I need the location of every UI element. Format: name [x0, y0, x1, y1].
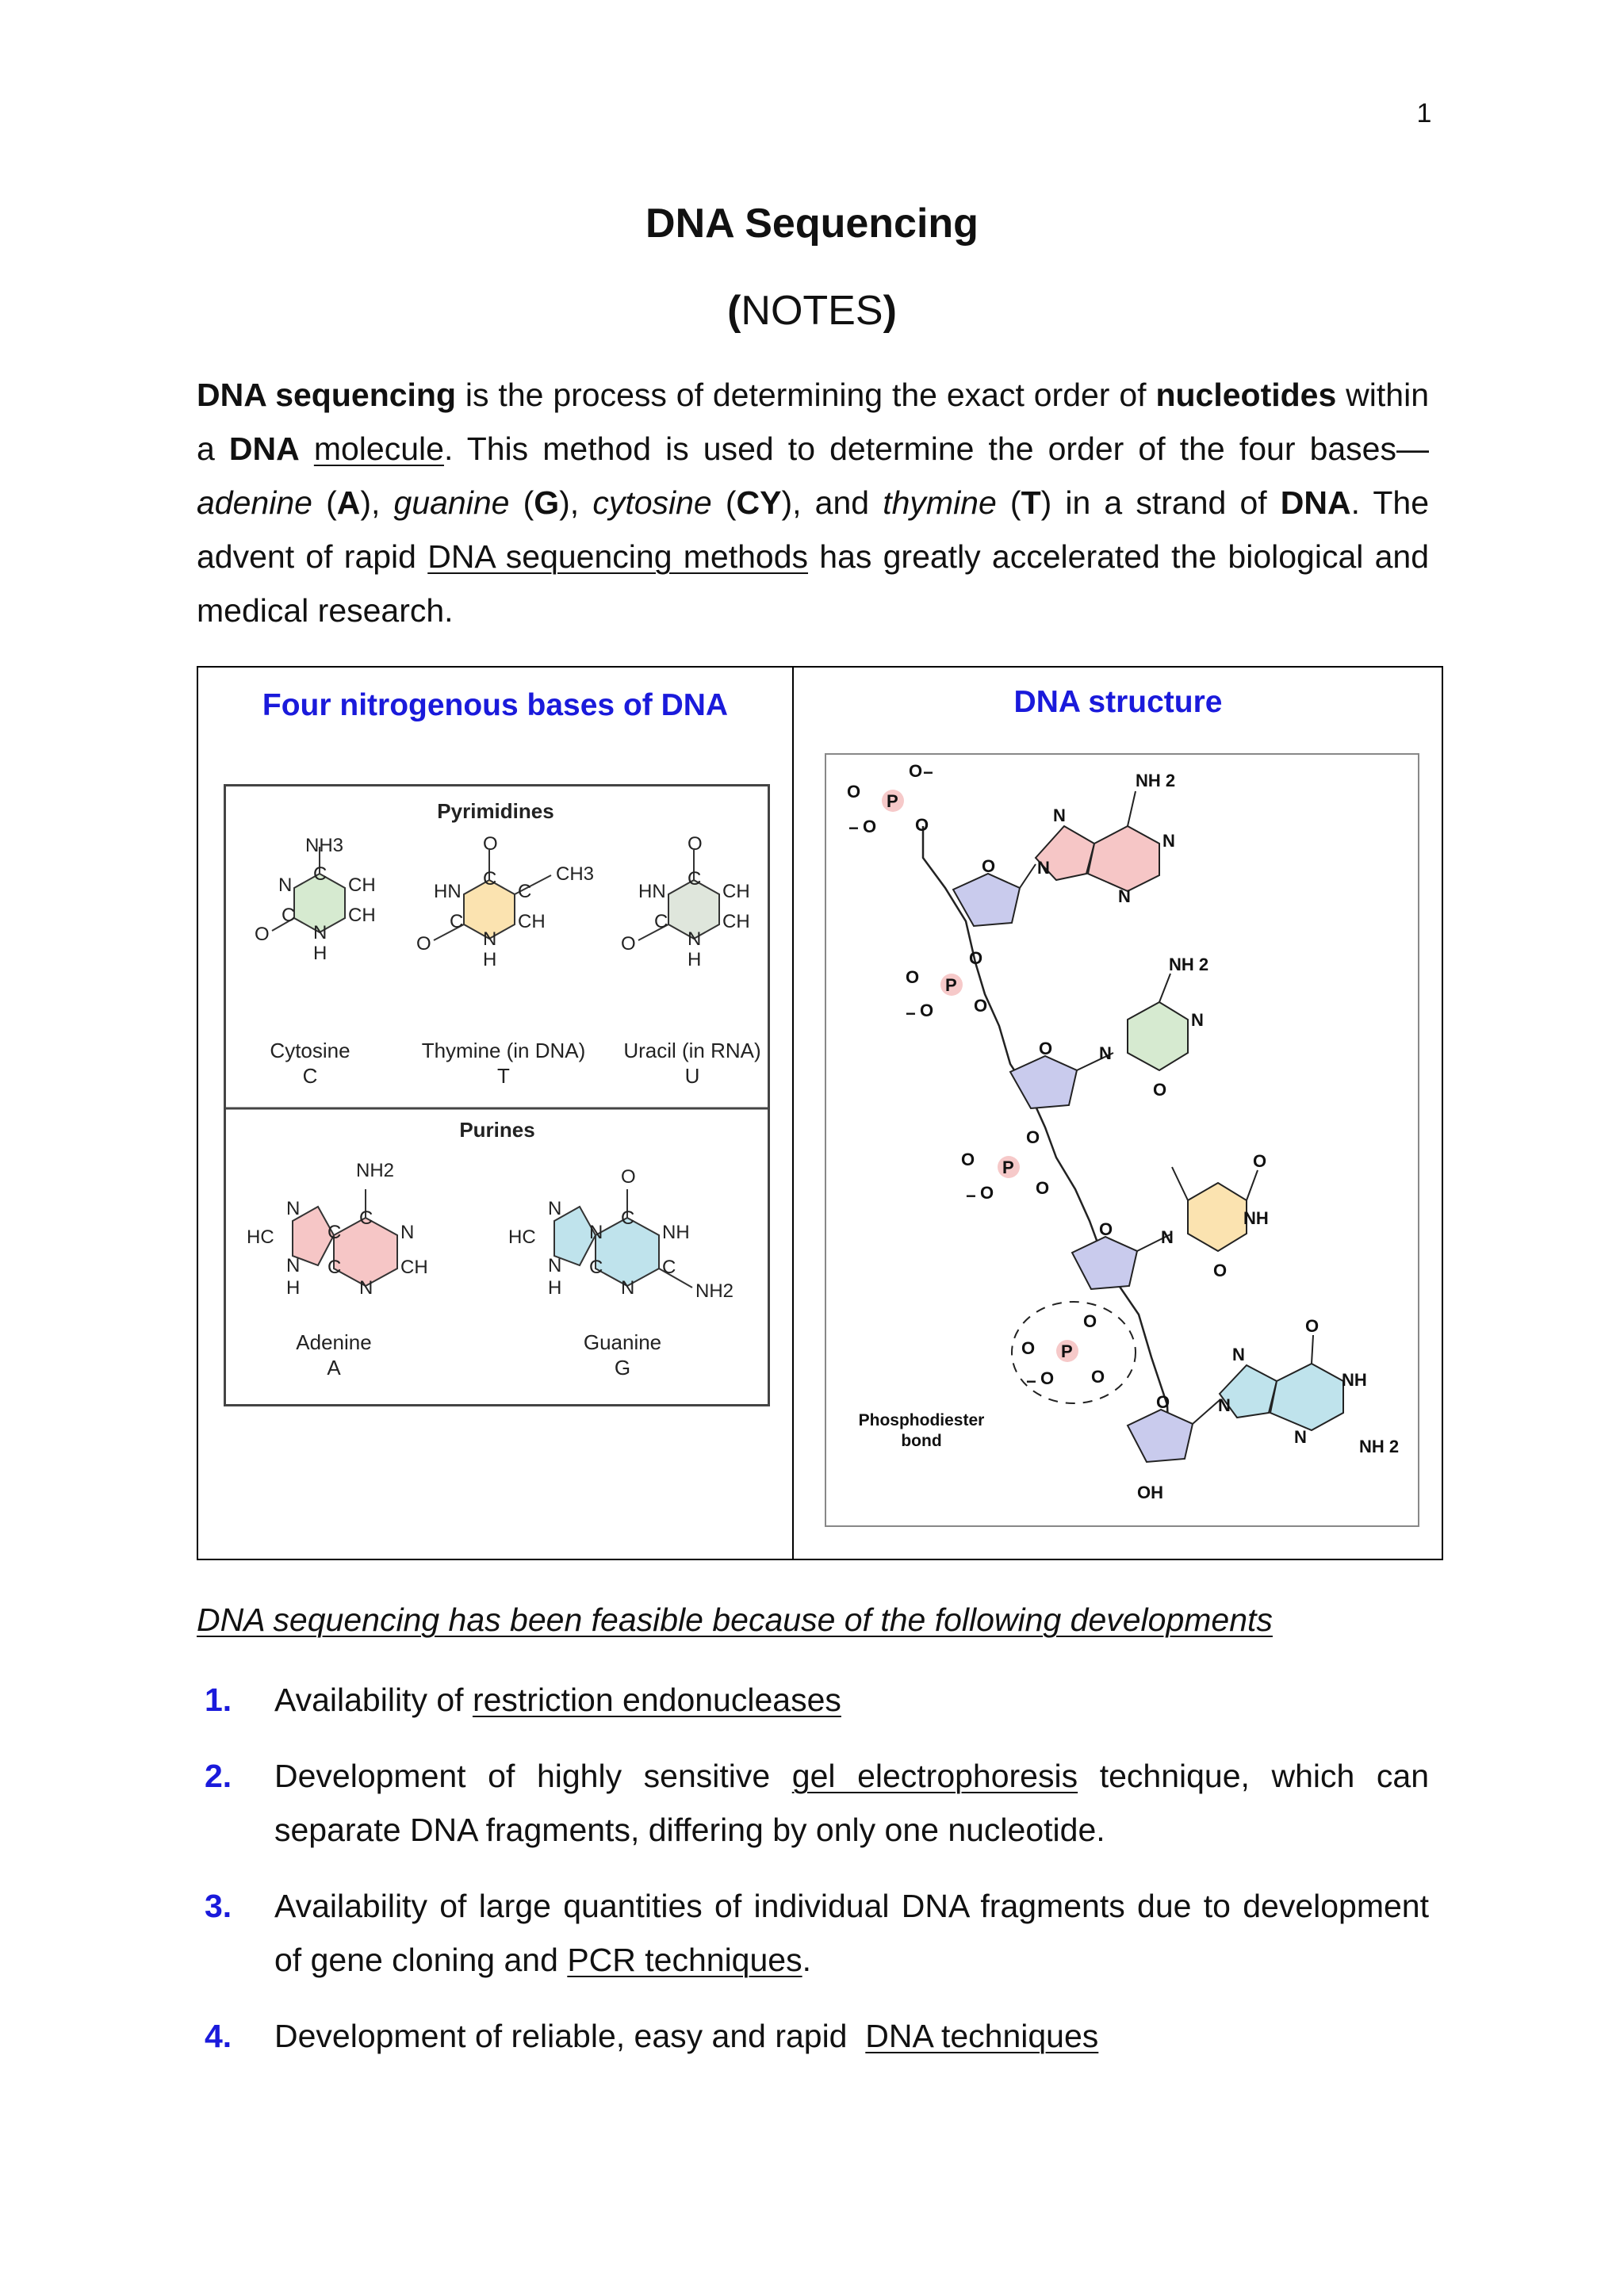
svg-text:P: P [1002, 1158, 1014, 1177]
svg-text:C: C [450, 911, 464, 932]
cytosine-letter: C [302, 1064, 318, 1088]
svg-text:O: O [1156, 1392, 1170, 1412]
svg-text:O: O [1040, 1368, 1055, 1388]
nucleotide-adenine [953, 771, 1175, 926]
cytosine-name: Cytosine [270, 1039, 350, 1062]
svg-text:N: N [286, 1198, 301, 1219]
bases-caption: Four nitrogenous bases of DNA [262, 688, 729, 722]
svg-text:N: N [589, 1222, 603, 1243]
svg-text:−: − [848, 818, 859, 838]
svg-text:C: C [621, 1207, 635, 1229]
svg-text:C: C [327, 1257, 342, 1278]
svg-text:O: O [1305, 1316, 1320, 1336]
svg-text:N: N [400, 1222, 415, 1243]
svg-text:−: − [1026, 1372, 1036, 1391]
svg-text:N: N [548, 1198, 562, 1219]
list-item: 3. Availability of large quantities of individual DNA fragments due to development of gene cloning and PCR techniques. [205, 1888, 1429, 1978]
developments-list [197, 1673, 1429, 2085]
svg-text:O: O [915, 815, 929, 835]
svg-text:−: − [906, 1004, 916, 1024]
adenine-name: Adenine [296, 1330, 372, 1354]
svg-text:C: C [688, 868, 702, 890]
svg-text:N: N [1037, 858, 1050, 878]
svg-text:CH3: CH3 [556, 863, 595, 885]
thymine-name: Thymine (in DNA) [421, 1039, 586, 1062]
gel-electrophoresis-link[interactable]: gel electrophoresis [791, 1758, 1078, 1794]
svg-text:−: − [923, 763, 933, 783]
svg-text:bond: bond [901, 1432, 942, 1450]
uracil-letter: U [684, 1064, 700, 1088]
guanine-name: Guanine [583, 1330, 662, 1354]
svg-text:NH 2: NH 2 [1359, 1437, 1400, 1456]
figure-table [197, 666, 1443, 1560]
thymine-letter: T [497, 1064, 510, 1088]
pyrimidines-label: Pyrimidines [437, 799, 554, 823]
phosphate-group-1 [847, 761, 933, 838]
structure-caption: DNA structure [1013, 685, 1223, 719]
svg-text:CH: CH [400, 1257, 428, 1278]
svg-text:NH 2: NH 2 [1136, 771, 1176, 790]
developments-heading: DNA sequencing has been feasible because of the following developments [197, 1601, 1273, 1638]
svg-text:N: N [1191, 1010, 1204, 1030]
svg-text:P: P [945, 975, 957, 995]
phosphate-group-3 [961, 1127, 1049, 1206]
svg-text:H: H [548, 1277, 562, 1299]
svg-text:−: − [966, 1186, 976, 1206]
dna-structure-diagram [825, 753, 1419, 1527]
page-title: DNA Sequencing [645, 201, 979, 247]
guanine-letter: G [614, 1356, 631, 1380]
nucleotide-thymine [1072, 1151, 1269, 1289]
list-item: 4. Development of reliable, easy and rapid DNA techniques [205, 2018, 1099, 2054]
uracil-structure [621, 833, 761, 1088]
svg-text:N: N [1232, 1345, 1245, 1364]
svg-text:O: O [1026, 1127, 1040, 1147]
svg-text:O: O [982, 856, 996, 876]
svg-text:N: N [621, 1277, 635, 1299]
svg-text:CH: CH [348, 905, 376, 926]
svg-text:NH: NH [1342, 1370, 1367, 1390]
list-item: 2. Development of highly sensitive gel electrophoresis technique, which can separate DNA fragments, differing by only one nucleotide. [205, 1758, 1429, 1848]
page-subtitle: (NOTES) [727, 288, 897, 334]
page-number: 1 [1416, 98, 1432, 128]
svg-text:C: C [313, 863, 327, 885]
svg-text:N: N [286, 1255, 301, 1276]
svg-text:N: N [1162, 831, 1175, 851]
intro-paragraph: DNA sequencing is the process of determining the exact order of nucleotides within a DNA molecule. This method is used to determine the order of the four bases—adenine (A), guanine (G), cytosine (CY), and thymine (T) in a strand of DNA. The advent of rapid DNA sequencing methods has greatly accelerated the biological and medical research. [197, 377, 1430, 629]
svg-text:O: O [1253, 1151, 1267, 1171]
svg-text:C: C [589, 1257, 603, 1278]
svg-text:CH: CH [348, 874, 376, 896]
svg-text:N: N [1161, 1227, 1174, 1247]
svg-text:P: P [1061, 1341, 1073, 1361]
svg-text:O: O [1153, 1080, 1167, 1100]
nitrogenous-bases-diagram [224, 784, 770, 1406]
adenine-letter: A [327, 1356, 341, 1380]
svg-text:H: H [313, 943, 327, 964]
cytosine-structure [255, 835, 376, 1088]
svg-text:C: C [662, 1257, 676, 1278]
svg-text:O: O [909, 761, 923, 781]
svg-text:N: N [1294, 1427, 1307, 1447]
svg-text:P: P [887, 791, 898, 811]
svg-text:NH: NH [662, 1222, 690, 1243]
svg-text:CH: CH [722, 911, 750, 932]
phosphodiester-label: Phosphodiester [858, 1411, 985, 1429]
figure-divider [792, 668, 794, 1559]
svg-text:O: O [920, 1001, 934, 1020]
svg-text:O: O [961, 1150, 975, 1169]
svg-text:O: O [483, 833, 498, 855]
svg-text:O: O [688, 833, 703, 855]
svg-text:HC: HC [247, 1226, 274, 1248]
nucleotide-guanine [1128, 1316, 1399, 1502]
svg-text:NH: NH [1243, 1208, 1269, 1228]
svg-text:N: N [278, 874, 293, 896]
molecule-link[interactable]: molecule [313, 430, 444, 467]
svg-text:O: O [980, 1183, 994, 1203]
restriction-endonucleases-link[interactable]: restriction endonucleases [472, 1682, 841, 1718]
svg-text:NH 2: NH 2 [1169, 955, 1209, 974]
svg-text:O: O [255, 924, 270, 945]
dna-sequencing-methods-link[interactable]: DNA sequencing methods [427, 538, 809, 575]
thymine-structure [416, 833, 594, 1088]
svg-text:N: N [483, 928, 497, 950]
svg-text:HC: HC [508, 1226, 536, 1248]
svg-text:H: H [286, 1277, 301, 1299]
svg-text:C: C [654, 911, 668, 932]
svg-text:O: O [969, 948, 983, 968]
svg-text:O: O [974, 996, 988, 1016]
svg-text:O: O [847, 782, 861, 802]
phosphate-group-2 [906, 948, 987, 1024]
phosphodiester-bond [859, 1302, 1136, 1450]
list-item: 1. Availability of restriction endonucleases [205, 1682, 841, 1718]
svg-text:O: O [1091, 1367, 1105, 1387]
svg-text:O: O [621, 933, 636, 955]
purines-label: Purines [459, 1118, 535, 1142]
svg-text:O: O [1213, 1261, 1228, 1280]
oh-terminus: OH [1137, 1483, 1163, 1502]
adenine-structure [247, 1160, 428, 1380]
svg-text:O: O [1036, 1178, 1050, 1198]
svg-text:C: C [518, 881, 532, 902]
svg-text:N: N [313, 922, 327, 943]
svg-text:N: N [548, 1255, 562, 1276]
guanine-structure [508, 1166, 733, 1380]
svg-text:NH2: NH2 [356, 1160, 395, 1181]
svg-text:C: C [327, 1222, 342, 1243]
svg-text:O: O [1083, 1311, 1097, 1331]
svg-text:N: N [1099, 1043, 1112, 1063]
nucleotide-cytosine [1010, 955, 1208, 1108]
svg-text:O: O [863, 817, 877, 836]
svg-text:N: N [359, 1277, 373, 1299]
svg-text:C: C [282, 905, 296, 926]
svg-text:N: N [1118, 886, 1131, 906]
svg-text:HN: HN [638, 881, 666, 902]
svg-text:HN: HN [434, 881, 462, 902]
svg-text:O: O [906, 967, 920, 987]
svg-text:C: C [483, 868, 497, 890]
svg-text:N: N [1053, 806, 1066, 825]
svg-text:CH: CH [518, 911, 546, 932]
uracil-name: Uracil (in RNA) [623, 1039, 761, 1062]
svg-text:O: O [1021, 1338, 1036, 1358]
svg-text:H: H [688, 949, 702, 970]
svg-text:O: O [621, 1166, 636, 1188]
svg-text:N: N [1218, 1395, 1231, 1415]
svg-text:N: N [688, 928, 702, 950]
svg-text:O: O [1099, 1219, 1113, 1239]
svg-text:NH3: NH3 [305, 835, 344, 856]
svg-text:NH2: NH2 [695, 1280, 734, 1302]
svg-text:H: H [483, 949, 497, 970]
svg-text:O: O [416, 933, 431, 955]
svg-text:C: C [359, 1207, 373, 1229]
dna-techniques-link[interactable]: DNA techniques [865, 2018, 1099, 2054]
pcr-techniques-link[interactable]: PCR techniques [567, 1942, 802, 1978]
svg-text:O: O [1039, 1039, 1053, 1058]
svg-text:CH: CH [722, 881, 750, 902]
